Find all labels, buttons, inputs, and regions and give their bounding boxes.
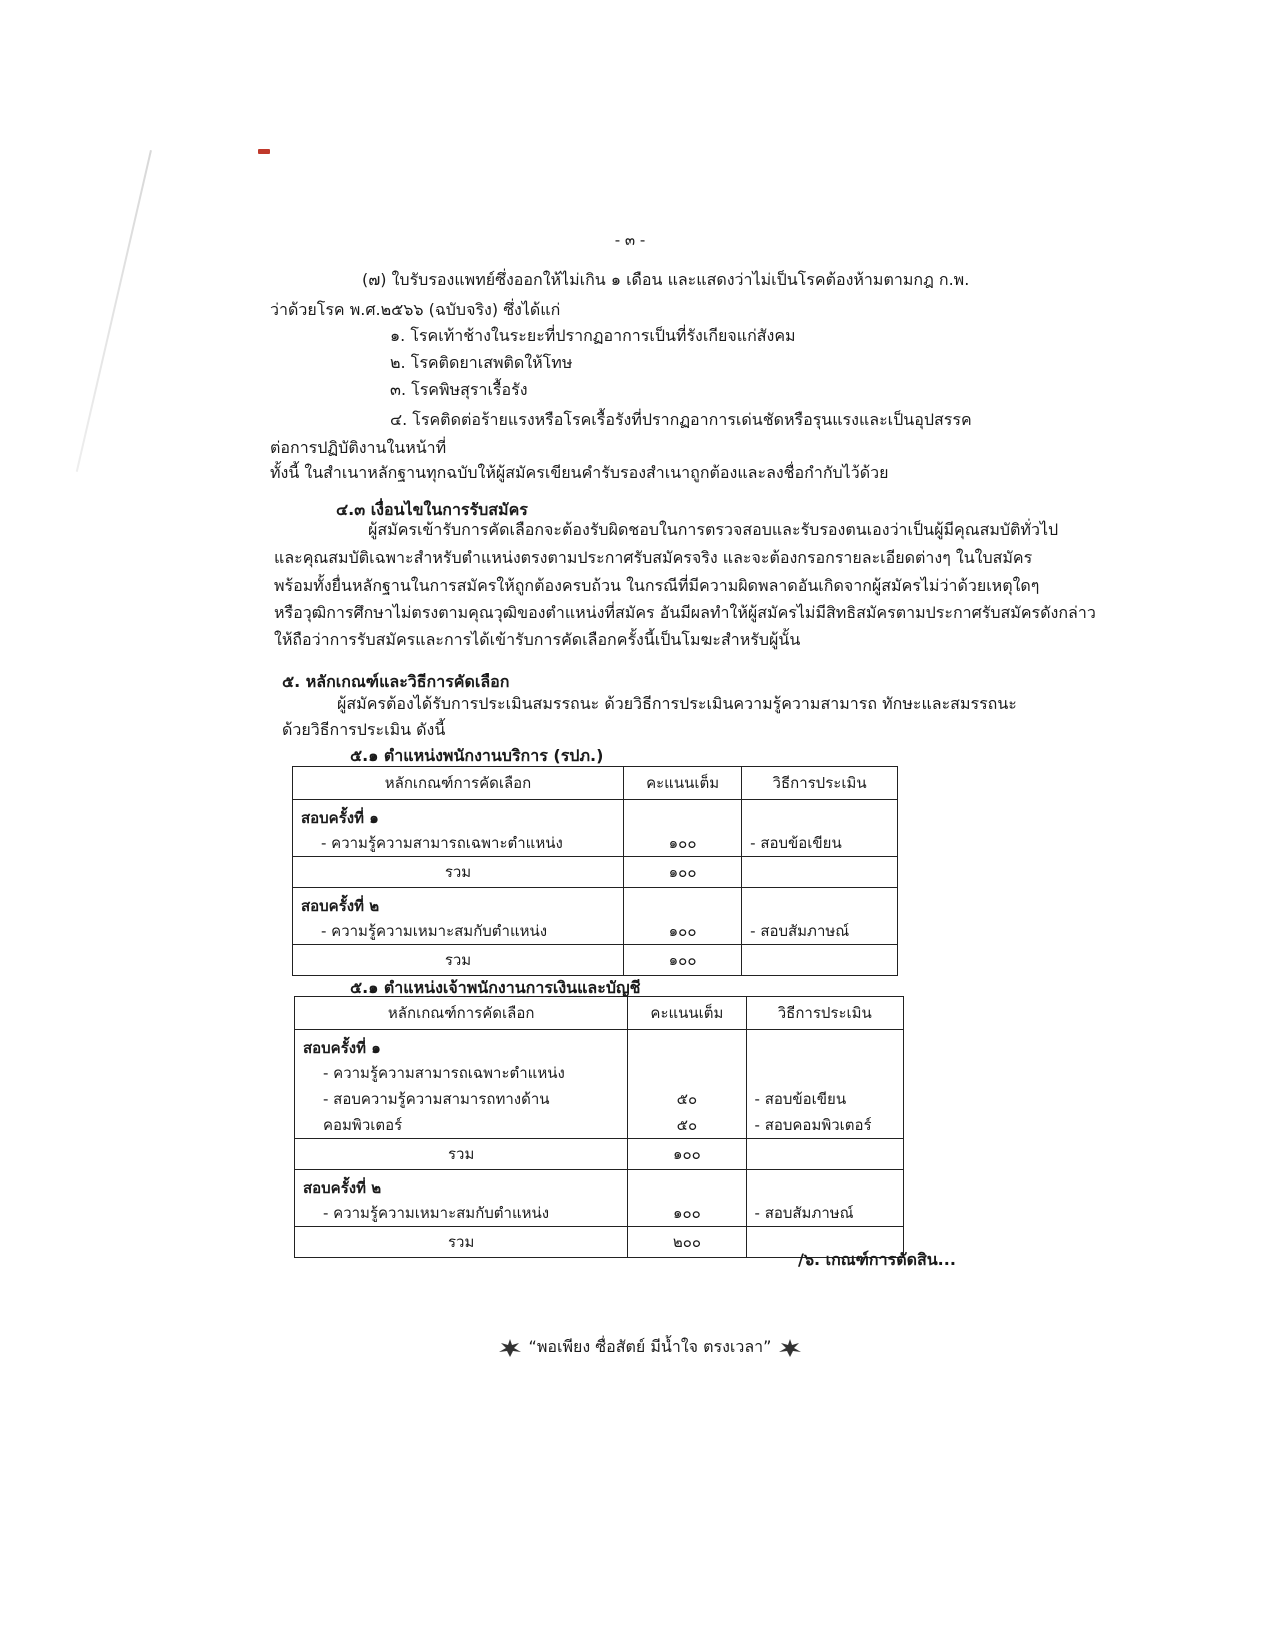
method-cell — [742, 888, 898, 945]
score-cell — [628, 1030, 746, 1139]
method-cell — [742, 800, 898, 857]
disease-item: ๓. โรคพิษสุราเรื้อรัง — [390, 380, 528, 399]
round-cell — [293, 888, 624, 945]
round-label: สอบครั้งที่ ๒ — [303, 1179, 382, 1197]
scan-artifact-mark — [258, 149, 270, 154]
disease-item: ๒. โรคติดยาเสพติดให้โทษ — [390, 353, 573, 372]
method-value: - สอบสัมภาษณ์ — [750, 922, 850, 940]
score-cell — [624, 888, 742, 945]
method-cell — [746, 1030, 903, 1139]
criteria-item: - สอบความรู้ความสามารถทางด้านคอมพิวเตอร์ — [323, 1090, 550, 1134]
method-value: - สอบข้อเขียน — [750, 834, 842, 852]
method-cell — [746, 1170, 903, 1227]
header-score: คะแนนเต็ม — [624, 767, 742, 800]
header-score: คะแนนเต็ม — [628, 997, 746, 1030]
paragraph-line: หรือวุฒิการศึกษาไม่ตรงตามคุณวุฒิของตำแหน่งที่สมัคร อันมีผลทำให้ผู้สมัครไม่มีสิทธิสมัครตามประกาศรับสมัครดังกล่าว — [274, 603, 1096, 622]
criteria-table-finance — [294, 996, 904, 1258]
footer-motto — [420, 1335, 880, 1360]
table-row — [293, 888, 898, 945]
method-value: - สอบสัมภาษณ์ — [754, 1204, 854, 1222]
criteria-item: - ความรู้ความเหมาะสมกับตำแหน่ง — [321, 922, 548, 940]
round-label: สอบครั้งที่ ๒ — [301, 897, 380, 915]
paragraph-line: ผู้สมัครเข้ารับการคัดเลือกจะต้องรับผิดชอบในการตรวจสอบและรับรองตนเองว่าเป็นผู้มีคุณสมบัติทั่วไป — [368, 520, 1059, 539]
motto-text: “พอเพียง ซื่อสัตย์ มีน้ำใจ ตรงเวลา” — [528, 1337, 772, 1356]
criteria-item: - ความรู้ความเหมาะสมกับตำแหน่ง — [323, 1204, 550, 1222]
round-cell — [293, 800, 624, 857]
disease-item: ๔. โรคติดต่อร้ายแรงหรือโรคเรื้อรังที่ปรากฏอาการเด่นชัดหรือรุนแรงและเป็นอุปสรรค — [390, 410, 972, 429]
total-label: รวม — [293, 857, 624, 888]
header-method: วิธีการประเมิน — [742, 767, 898, 800]
total-label: รวม — [293, 945, 624, 976]
paragraph-line: พร้อมทั้งยื่นหลักฐานในการสมัครให้ถูกต้องครบถ้วน ในกรณีที่มีความผิดพลาดอันเกิดจากผู้สมัครไม่ว่าด้วยเหตุใดๆ — [274, 576, 1040, 595]
paragraph-line: ให้ถือว่าการรับสมัครและการได้เข้ารับการคัดเลือกครั้งนี้เป็นโมฆะสำหรับผู้นั้น — [274, 630, 801, 649]
total-label: รวม — [295, 1139, 628, 1170]
round-label: สอบครั้งที่ ๑ — [301, 809, 379, 827]
table-total-row — [295, 1139, 904, 1170]
paragraph-line: ด้วยวิธีการประเมิน ดังนี้ — [282, 720, 446, 739]
medical-line-2: ว่าด้วยโรค พ.ศ.๒๕๖๖ (ฉบับจริง) ซึ่งได้แก่ — [270, 300, 561, 319]
criteria-item: - ความรู้ความสามารถเฉพาะตำแหน่ง — [323, 1064, 565, 1082]
score-value: ๑๐๐ — [668, 834, 697, 852]
round-label: สอบครั้งที่ ๑ — [303, 1039, 381, 1057]
criteria-table-service — [292, 766, 898, 976]
disease-item: ๑. โรคเท้าช้างในระยะที่ปรากฏอาการเป็นที่รังเกียจแก่สังคม — [390, 326, 796, 345]
table-title: ๕.๑ ตำแหน่งพนักงานบริการ (รปภ.) — [350, 746, 604, 765]
score-value: ๑๐๐ — [668, 922, 697, 940]
paragraph-line: และคุณสมบัติเฉพาะสำหรับตำแหน่งตรงตามประกาศรับสมัครจริง และจะต้องกรอกรายละเอียดต่างๆ ในใบสมัคร — [274, 548, 1033, 567]
total-score: ๒๐๐ — [628, 1227, 746, 1258]
round-cell — [295, 1170, 628, 1227]
paragraph-line: ผู้สมัครต้องได้รับการประเมินสมรรถนะ ด้วยวิธีการประเมินความรู้ความสามารถ ทักษะและสมรรถนะ — [337, 694, 1017, 713]
method-value: - สอบคอมพิวเตอร์ — [754, 1116, 872, 1134]
score-cell — [624, 800, 742, 857]
continuation-text: /๖. เกณฑ์การตัดสิน... — [798, 1250, 956, 1269]
section-heading: ๕. หลักเกณฑ์และวิธีการคัดเลือก — [282, 672, 510, 691]
score-value: ๕๐ — [676, 1116, 698, 1134]
table-header-row — [293, 767, 898, 800]
total-score: ๑๐๐ — [624, 945, 742, 976]
table-header-row — [295, 997, 904, 1030]
empty-cell — [746, 1139, 903, 1170]
score-value: ๕๐ — [676, 1090, 698, 1108]
score-value: ๑๐๐ — [673, 1204, 701, 1222]
table-total-row — [293, 945, 898, 976]
table-row — [295, 1030, 904, 1139]
table-title: ๕.๑ ตำแหน่งเจ้าพนักงานการเงินและบัญชี — [350, 978, 641, 997]
section-heading: ๔.๓ เงื่อนไขในการรับสมัคร — [336, 500, 528, 519]
page-number: - ๓ - — [614, 231, 646, 249]
certify-note: ทั้งนี้ ในสำเนาหลักฐานทุกฉบับให้ผู้สมัครเขียนคำรับรองสำเนาถูกต้องและลงชื่อกำกับไว้ด้วย — [270, 463, 889, 482]
scan-artifact-line — [76, 150, 152, 472]
table-total-row — [293, 857, 898, 888]
total-label: รวม — [295, 1227, 628, 1258]
method-value: - สอบข้อเขียน — [754, 1090, 847, 1108]
header-method: วิธีการประเมิน — [746, 997, 903, 1030]
total-score: ๑๐๐ — [628, 1139, 746, 1170]
emblem-icon — [777, 1337, 803, 1359]
table-row — [295, 1170, 904, 1227]
empty-cell — [742, 857, 898, 888]
empty-cell — [742, 945, 898, 976]
emblem-icon — [497, 1337, 523, 1359]
table-row — [293, 800, 898, 857]
total-score: ๑๐๐ — [624, 857, 742, 888]
score-cell — [628, 1170, 746, 1227]
disease-item-continuation: ต่อการปฏิบัติงานในหน้าที่ — [270, 438, 447, 457]
criteria-item: - ความรู้ความสามารถเฉพาะตำแหน่ง — [321, 834, 563, 852]
header-criteria: หลักเกณฑ์การคัดเลือก — [295, 997, 628, 1030]
round-cell — [295, 1030, 628, 1139]
header-criteria: หลักเกณฑ์การคัดเลือก — [293, 767, 624, 800]
medical-line-1: (๗) ใบรับรองแพทย์ซึ่งออกให้ไม่เกิน ๑ เดือน และแสดงว่าไม่เป็นโรคต้องห้ามตามกฎ ก.พ. — [362, 270, 970, 289]
